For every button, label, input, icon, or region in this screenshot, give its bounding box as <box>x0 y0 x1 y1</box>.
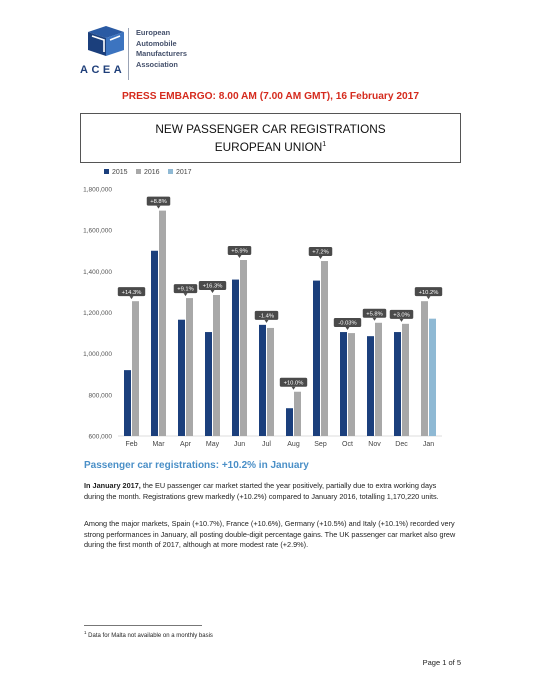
title-line-1: NEW PASSENGER CAR REGISTRATIONS <box>155 122 386 136</box>
press-embargo: PRESS EMBARGO: 8.00 AM (7.00 AM GMT), 16 February 2017 <box>121 91 420 102</box>
bar-2016-Jun <box>240 260 247 436</box>
bar-2016-Feb <box>132 301 139 436</box>
bar-2015-Oct <box>340 332 347 436</box>
bar-2016-May <box>213 295 220 436</box>
change-label-pointer <box>130 296 134 299</box>
title-line-2: EUROPEAN UNION$^1$ <box>214 139 327 154</box>
change-label: -0.03% <box>338 320 357 327</box>
bar-2016-Jan <box>421 301 428 436</box>
y-tick-label: 1,600,000 <box>83 227 112 235</box>
bar-2015-Aug <box>286 408 293 436</box>
section-title: Passenger car registrations: +10.2% in January <box>84 460 309 471</box>
x-tick-label: Feb <box>125 441 138 448</box>
bar-2015-May <box>205 332 212 436</box>
x-tick-label: Apr <box>180 441 191 448</box>
change-label: +10.0% <box>283 380 304 387</box>
change-label: +5.8% <box>366 311 383 318</box>
y-tick-label: 1,200,000 <box>83 310 112 317</box>
legend-swatch-2016 <box>136 169 141 174</box>
x-tick-label: May <box>205 441 220 448</box>
footnote-rule <box>84 625 202 626</box>
change-label: +7.2% <box>312 249 329 256</box>
bar-2016-Nov <box>375 323 382 436</box>
title-box <box>80 113 461 163</box>
x-tick-label: Sep <box>314 441 327 448</box>
paragraph-january: In January 2017, the EU passenger car market started the year positively, partially due to extra working days during the month. Registrations grew markedly (+10.2%) compared to January 2016, totalling 1,170,220 units. <box>84 481 439 501</box>
legend-swatch-2015 <box>104 169 109 174</box>
bar-2016-Sep <box>321 261 328 436</box>
bar-2016-Aug <box>294 392 301 436</box>
y-tick-label: 800,000 <box>88 392 112 400</box>
change-label: +14.3% <box>121 289 142 296</box>
bar-2016-Dec <box>402 324 409 436</box>
logo-divider <box>128 28 129 80</box>
footnote: $^1$ Data for Malta not available on a monthly basis <box>84 630 213 639</box>
bar-2015-Apr <box>178 320 185 436</box>
x-tick-label: Aug <box>287 441 300 448</box>
legend-label-2017: 2017 <box>176 169 192 176</box>
change-label-pointer <box>373 318 377 321</box>
x-tick-label: Nov <box>368 441 381 448</box>
bar-2015-Jun <box>232 280 239 436</box>
bar-2015-Feb <box>124 370 131 436</box>
x-tick-label: Dec <box>395 441 408 448</box>
change-label: +10.2% <box>418 289 439 296</box>
bar-2015-Nov <box>367 336 374 436</box>
y-tick-label: 1,000,000 <box>83 351 112 359</box>
acea-logo <box>78 24 218 84</box>
x-tick-label: Jul <box>262 441 271 448</box>
change-label-pointer <box>157 206 161 209</box>
y-tick-label: 1,800,000 <box>83 186 112 194</box>
change-label-pointer <box>238 255 242 258</box>
bar-2016-Apr <box>186 298 193 436</box>
org-name: European Automobile Manufacturers Association <box>136 28 187 69</box>
change-label-pointer <box>319 256 323 259</box>
bar-2015-Mar <box>151 251 158 436</box>
y-tick-label: 600,000 <box>88 433 112 441</box>
acea-cube-icon <box>84 24 126 58</box>
change-label-pointer <box>346 327 350 330</box>
bar-2016-Oct <box>348 333 355 436</box>
bar-2015-Sep <box>313 281 320 436</box>
change-label-pointer <box>211 290 215 293</box>
x-tick-label: Mar <box>152 441 165 448</box>
paragraph-major-markets: Among the major markets, Spain (+10.7%), France (+10.6%), Germany (+10.5%) and Italy (+10.1%) recorded very strong performances in January, all posting double-digit percentage gains. The UK passenger car market also grew during the first month of 2017, although at more modest rate (+2.9%). <box>84 519 456 550</box>
bar-chart-svg <box>78 163 464 453</box>
bar-2015-Dec <box>394 332 401 436</box>
x-tick-label: Jan <box>422 441 435 448</box>
bar-2017-Jan <box>429 319 436 436</box>
legend-label-2015: 2015 <box>112 169 128 176</box>
change-label: -1.4% <box>258 313 275 320</box>
y-tick-label: 1,400,000 <box>83 268 112 276</box>
bar-2016-Jul <box>267 328 274 436</box>
legend-swatch-2017 <box>168 169 173 174</box>
acea-wordmark: ACEA <box>80 64 126 76</box>
change-label: +9.1% <box>177 286 194 293</box>
legend-label-2016: 2016 <box>144 169 160 176</box>
change-label-pointer <box>184 293 188 296</box>
x-tick-label: Jun <box>233 441 246 448</box>
page-number: Page 1 of 5 <box>422 658 461 667</box>
change-label-pointer <box>427 296 431 299</box>
change-label: +5.9% <box>231 248 248 255</box>
change-label-pointer <box>292 387 296 390</box>
change-label: +8.8% <box>150 199 167 206</box>
change-label: +3.0% <box>393 312 410 319</box>
bar-2015-Jul <box>259 325 266 436</box>
registrations-chart <box>78 163 464 453</box>
bar-2016-Mar <box>159 211 166 436</box>
x-tick-label: Oct <box>342 441 353 448</box>
change-label-pointer <box>265 320 269 323</box>
change-label: +16.3% <box>202 283 223 290</box>
change-label-pointer <box>400 319 404 322</box>
